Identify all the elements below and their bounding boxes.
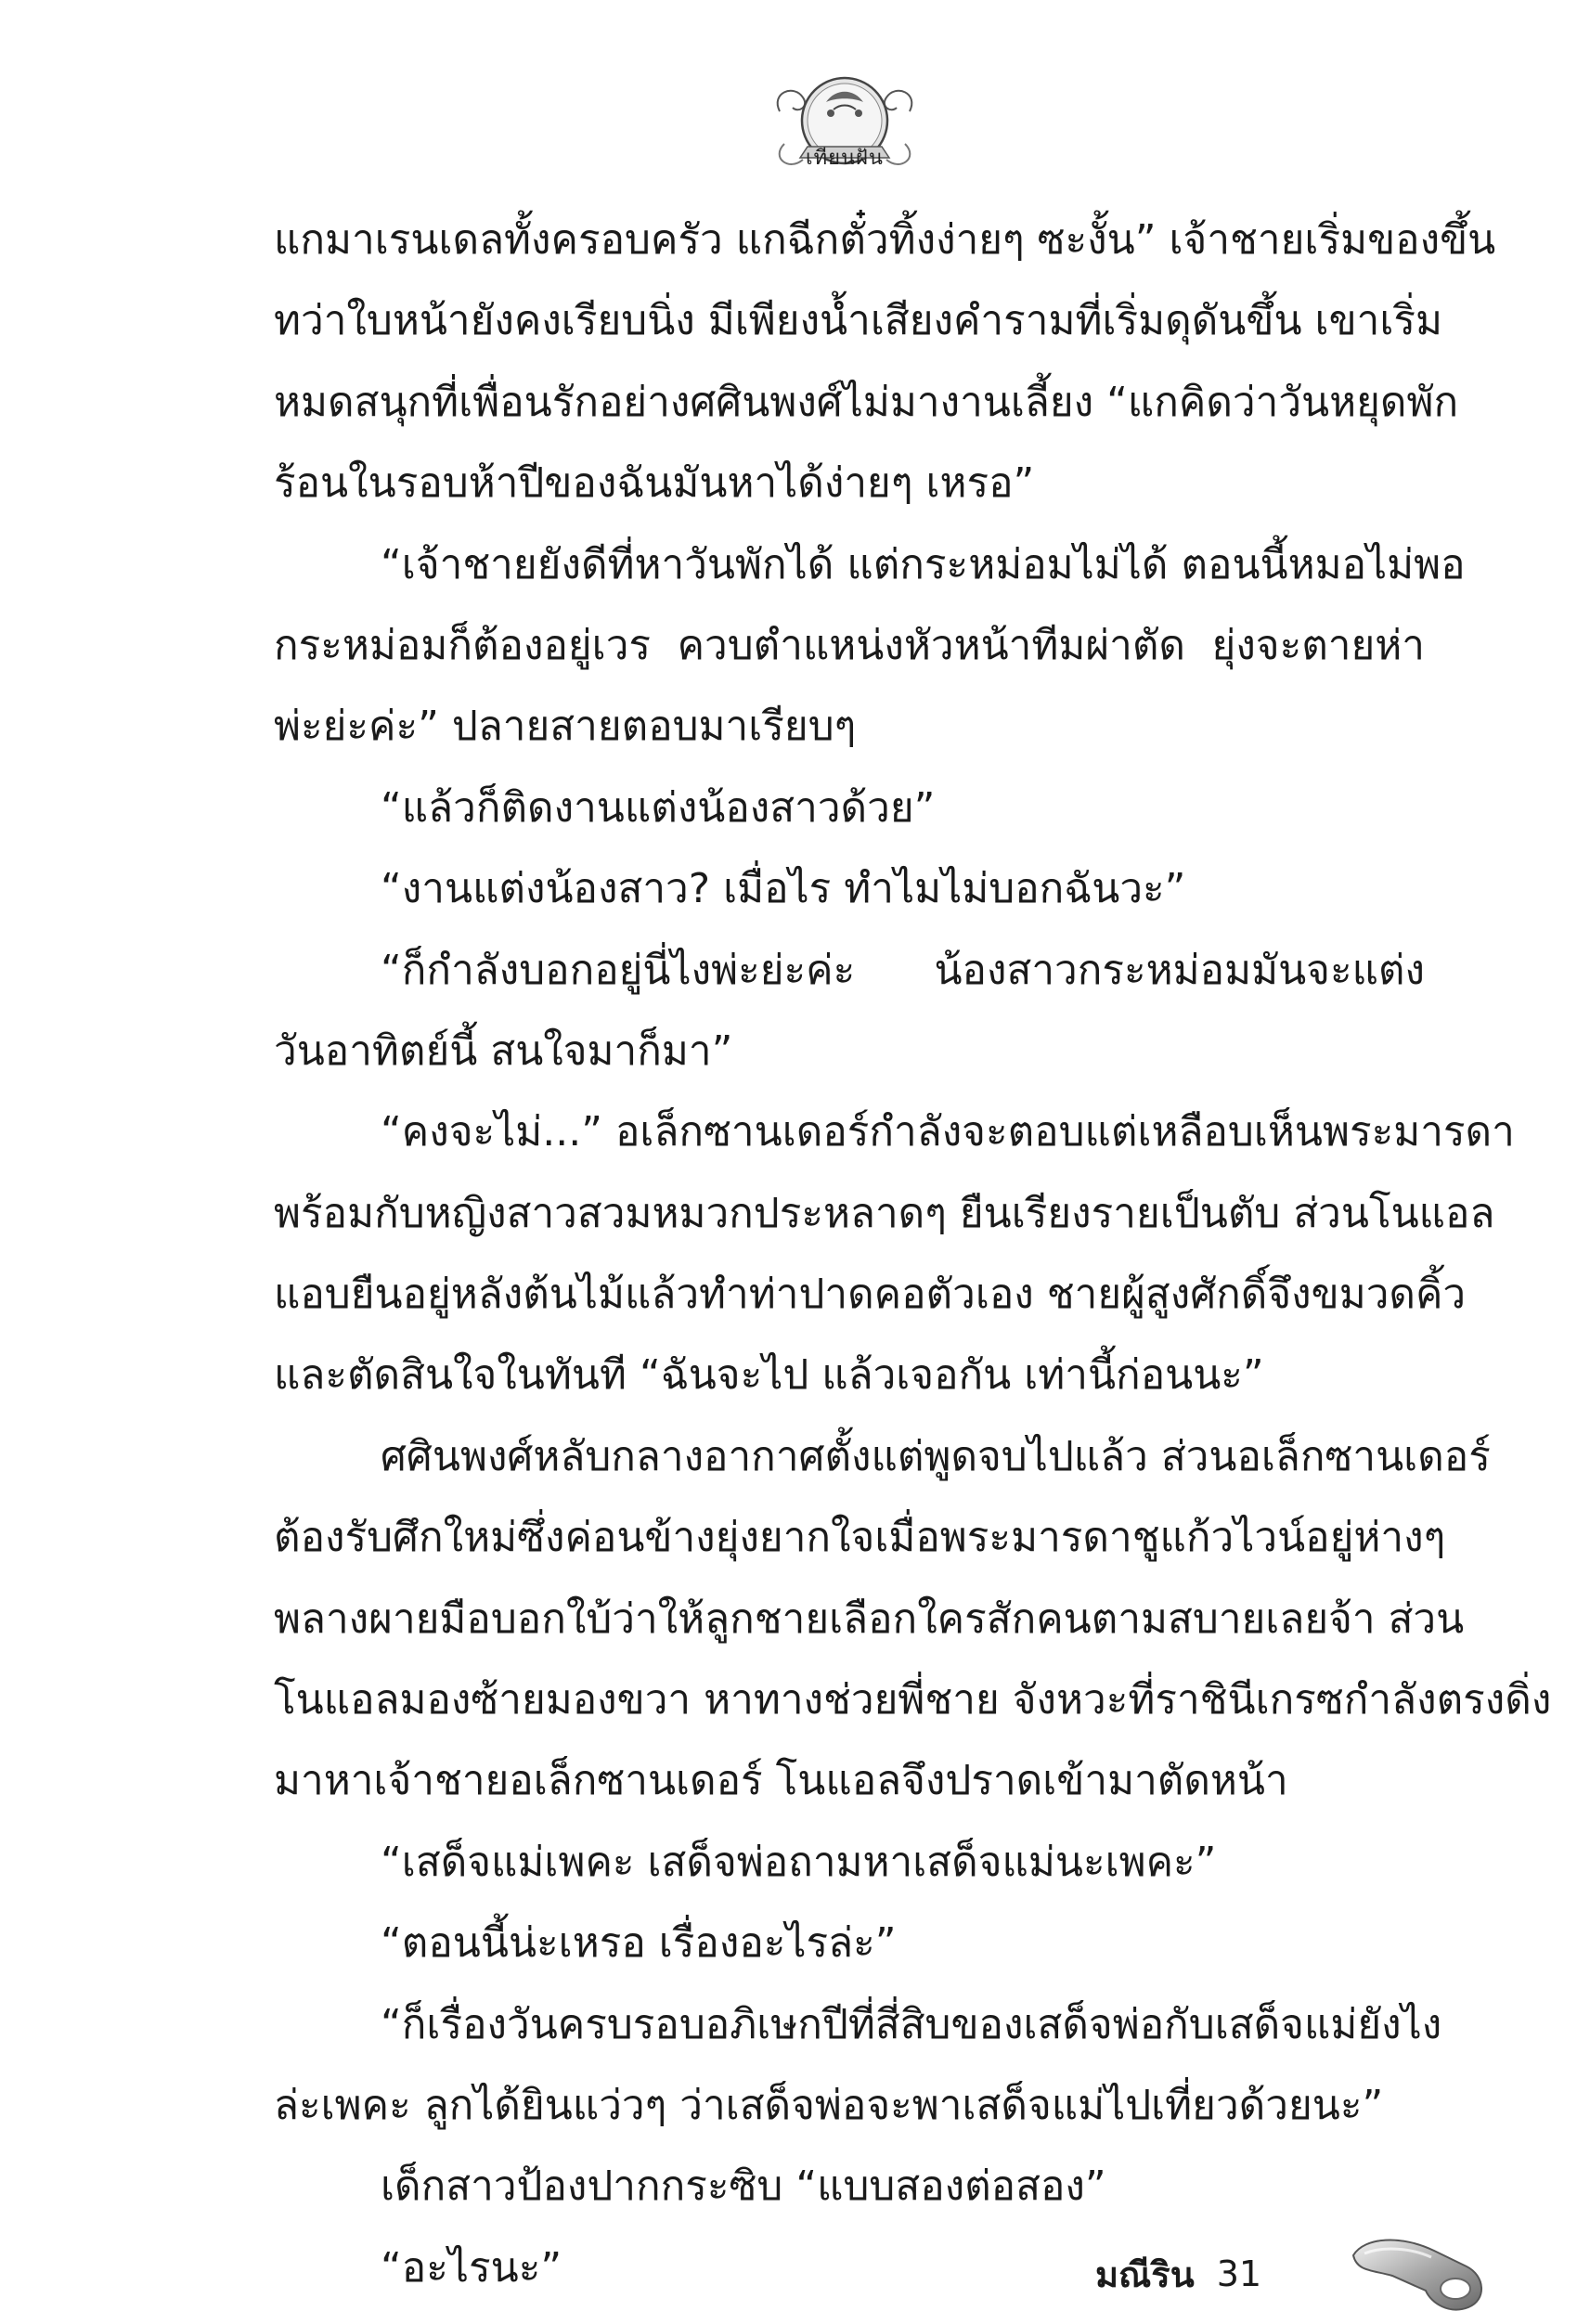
text-line: กระหม่อมก็ต้องอยู่เวร ควบตำแหน่งหัวหน้าทีมผ่าตัด ยุ่งจะตายห่า xyxy=(274,621,1425,669)
text-line: และตัดสินใจในทันที “ฉันจะไป แล้วเจอกัน เท่านี้ก่อนนะ” xyxy=(274,1351,1264,1400)
text-line: ศศินพงศ์หลับกลางอากาศตั้งแต่พูดจบไปแล้ว ส่วนอเล็กซานเดอร์ xyxy=(381,1432,1491,1480)
text-line: ล่ะเพคะ ลูกได้ยินแว่วๆ ว่าเสด็จพ่อจะพาเสด็จแม่ไปเที่ยวด้วยนะ” xyxy=(274,2081,1384,2129)
header-emblem xyxy=(761,56,928,186)
text-line: ทว่าใบหน้ายังคงเรียบนิ่ง มีเพียงน้ำเสียงคำรามที่เริ่มดุดันขึ้น เขาเริ่ม xyxy=(274,297,1443,345)
text-line: มาหาเจ้าชายอเล็กซานเดอร์ โนแอลจึงปราดเข้ามาตัดหน้า xyxy=(274,1757,1288,1805)
text-line: “งานแต่งน้องสาว? เมื่อไร ทำไมไม่บอกฉันวะ” xyxy=(381,865,1186,913)
text-line: ต้องรับศึกใหม่ซึ่งค่อนข้างยุ่งยากใจเมื่อพระมารดาชูแก้วไวน์อยู่ห่างๆ xyxy=(274,1514,1446,1562)
book-title: มณีริน xyxy=(1095,2253,1195,2295)
page-number: 31 xyxy=(1216,2253,1262,2294)
page-footer xyxy=(1095,2237,1261,2311)
text-line: หมดสนุกที่เพื่อนรักอย่างศศินพงศ์ไม่มางานเลี้ยง “แกคิดว่าวันหยุดพัก xyxy=(274,378,1459,426)
text-line: “ตอนนี้น่ะเหรอ เรื่องอะไรล่ะ” xyxy=(381,1919,897,1968)
text-line: “เสด็จแม่เพคะ เสด็จพ่อถามหาเสด็จแม่นะเพคะ” xyxy=(381,1838,1217,1886)
bottle-opener-icon xyxy=(1346,2218,1494,2320)
text-line: แกมาเรนเดลทั้งครอบครัว แกฉีกตั๋วทิ้งง่ายๆ ซะงั้น” เจ้าชายเริ่มของขึ้น xyxy=(274,216,1496,264)
text-line: “ก็กำลังบอกอยู่นี่ไงพ่ะย่ะค่ะ น้องสาวกระหม่อมมันจะแต่ง xyxy=(381,946,1425,994)
text-line: เด็กสาวป้องปากกระซิบ “แบบสองต่อสอง” xyxy=(381,2163,1106,2211)
text-line: “เจ้าชายยังดีที่หาวันพักได้ แต่กระหม่อมไม่ได้ ตอนนี้หมอไม่พอ xyxy=(381,540,1466,588)
text-line: แอบยืนอยู่หลังต้นไม้แล้วทำท่าปาดคอตัวเอง ชายผู้สูงศักดิ์จึงขมวดคิ้ว xyxy=(274,1271,1467,1319)
text-line: “อะไรนะ” xyxy=(381,2243,562,2292)
text-line: พ่ะย่ะค่ะ” ปลายสายตอบมาเรียบๆ xyxy=(274,703,857,751)
main-text xyxy=(274,200,1552,2308)
text-line: “คงจะไม่...” อเล็กซานเดอร์กำลังจะตอบแต่เหลือบเห็นพระมารดา xyxy=(381,1108,1515,1156)
text-line: โนแอลมองซ้ายมองขวา หาทางช่วยพี่ชาย จังหวะที่ราชินีเกรซกำลังตรงดิ่ง xyxy=(274,1676,1552,1724)
text-line: “แล้วก็ติดงานแต่งน้องสาวด้วย” xyxy=(381,783,936,832)
text-line: “ก็เรื่องวันครบรอบอภิเษกปีที่สี่สิบของเสด็จพ่อกับเสด็จแม่ยังไง xyxy=(381,2000,1442,2048)
text-line: พลางผายมือบอกใบ้ว่าให้ลูกชายเลือกใครสักคนตามสบายเลยจ้า ส่วน xyxy=(274,1595,1465,1643)
text-line: พร้อมกับหญิงสาวสวมหมวกประหลาดๆ ยืนเรียงรายเป็นตับ ส่วนโนแอล xyxy=(274,1189,1495,1237)
text-line: ร้อนในรอบห้าปีของฉันมันหาได้ง่ายๆ เหรอ” xyxy=(274,459,1035,508)
emblem-label: เทียนฝัน xyxy=(806,147,884,170)
text-line: วันอาทิตย์นี้ สนใจมาก็มา” xyxy=(274,1026,733,1075)
